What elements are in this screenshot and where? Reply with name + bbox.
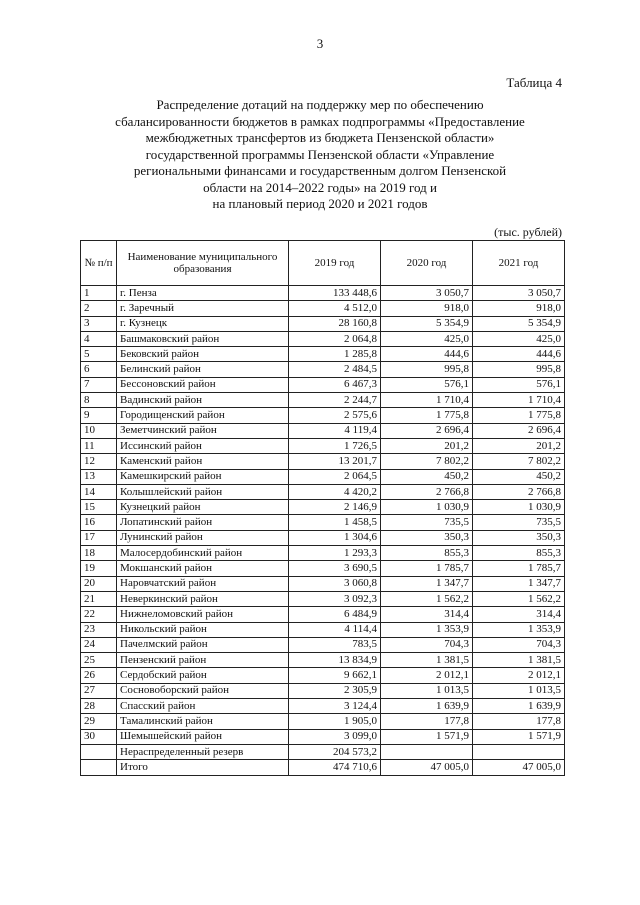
row-name: г. Кузнецк bbox=[117, 316, 289, 331]
table-row bbox=[81, 362, 565, 377]
row-value-2020: 995,8 bbox=[381, 362, 473, 377]
table-row bbox=[81, 286, 565, 301]
table-row bbox=[81, 438, 565, 453]
row-number: 7 bbox=[81, 377, 117, 392]
row-number: 4 bbox=[81, 331, 117, 346]
row-value-2020: 1 775,8 bbox=[381, 408, 473, 423]
row-value-2020: 1 571,9 bbox=[381, 729, 473, 744]
row-value-2019: 13 201,7 bbox=[289, 454, 381, 469]
row-name: Лунинский район bbox=[117, 530, 289, 545]
row-value-2019: 1 458,5 bbox=[289, 515, 381, 530]
table-row bbox=[81, 316, 565, 331]
row-number: 10 bbox=[81, 423, 117, 438]
row-value-2021: 735,5 bbox=[473, 515, 565, 530]
row-name: Камешкирский район bbox=[117, 469, 289, 484]
row-name: Нераспределенный резерв bbox=[117, 744, 289, 759]
table-row bbox=[81, 500, 565, 515]
row-number: 30 bbox=[81, 729, 117, 744]
header-num: № п/п bbox=[81, 241, 117, 286]
table-row bbox=[81, 377, 565, 392]
header-name: Наименование муниципального образования bbox=[117, 241, 289, 286]
row-value-2020: 1 785,7 bbox=[381, 561, 473, 576]
row-value-2021: 3 050,7 bbox=[473, 286, 565, 301]
row-value-2020: 425,0 bbox=[381, 331, 473, 346]
row-value-2020: 1 353,9 bbox=[381, 622, 473, 637]
table-row bbox=[81, 760, 565, 775]
row-number: 15 bbox=[81, 500, 117, 515]
row-name: Никольский район bbox=[117, 622, 289, 637]
row-number: 24 bbox=[81, 637, 117, 652]
row-name: Итого bbox=[117, 760, 289, 775]
table-row bbox=[81, 714, 565, 729]
row-value-2021: 5 354,9 bbox=[473, 316, 565, 331]
row-name: Спасский район bbox=[117, 699, 289, 714]
table-row bbox=[81, 301, 565, 316]
row-number: 20 bbox=[81, 576, 117, 591]
table-row bbox=[81, 469, 565, 484]
row-value-2019: 474 710,6 bbox=[289, 760, 381, 775]
units-note: (тыс. рублей) bbox=[494, 225, 562, 239]
row-name: Белинский район bbox=[117, 362, 289, 377]
row-value-2020: 444,6 bbox=[381, 347, 473, 362]
row-number: 16 bbox=[81, 515, 117, 530]
row-value-2019: 1 285,8 bbox=[289, 347, 381, 362]
row-value-2020: 735,5 bbox=[381, 515, 473, 530]
row-value-2021: 1 775,8 bbox=[473, 408, 565, 423]
row-number: 19 bbox=[81, 561, 117, 576]
row-value-2019: 4 512,0 bbox=[289, 301, 381, 316]
header-2019: 2019 год bbox=[289, 241, 381, 286]
row-value-2019: 4 114,4 bbox=[289, 622, 381, 637]
row-value-2020: 576,1 bbox=[381, 377, 473, 392]
row-name: Колышлейский район bbox=[117, 484, 289, 499]
row-value-2021: 450,2 bbox=[473, 469, 565, 484]
row-value-2021: 425,0 bbox=[473, 331, 565, 346]
title-line: области на 2014–2022 годы» на 2019 год и bbox=[203, 179, 437, 195]
row-value-2021: 2 012,1 bbox=[473, 668, 565, 683]
row-name: Городищенский район bbox=[117, 408, 289, 423]
row-value-2020: 177,8 bbox=[381, 714, 473, 729]
row-value-2019: 4 420,2 bbox=[289, 484, 381, 499]
row-name: Сердобский район bbox=[117, 668, 289, 683]
row-value-2020: 1 381,5 bbox=[381, 653, 473, 668]
row-value-2021: 995,8 bbox=[473, 362, 565, 377]
row-name: Кузнецкий район bbox=[117, 500, 289, 515]
table-row bbox=[81, 454, 565, 469]
row-value-2020: 450,2 bbox=[381, 469, 473, 484]
row-value-2019: 3 124,4 bbox=[289, 699, 381, 714]
row-value-2019: 2 244,7 bbox=[289, 393, 381, 408]
row-value-2021: 444,6 bbox=[473, 347, 565, 362]
table-header-row bbox=[81, 241, 565, 286]
row-value-2019: 6 467,3 bbox=[289, 377, 381, 392]
table-row bbox=[81, 347, 565, 362]
row-name: Земетчинский район bbox=[117, 423, 289, 438]
row-value-2021: 1 639,9 bbox=[473, 699, 565, 714]
row-name: г. Пенза bbox=[117, 286, 289, 301]
row-value-2020: 201,2 bbox=[381, 438, 473, 453]
row-number: 6 bbox=[81, 362, 117, 377]
row-value-2021: 1 571,9 bbox=[473, 729, 565, 744]
row-name: Лопатинский район bbox=[117, 515, 289, 530]
table-row bbox=[81, 515, 565, 530]
row-value-2019: 9 662,1 bbox=[289, 668, 381, 683]
row-value-2021: 918,0 bbox=[473, 301, 565, 316]
row-value-2021: 1 347,7 bbox=[473, 576, 565, 591]
title-line: региональными финансами и государственным долгом Пензенской bbox=[133, 163, 507, 178]
row-value-2021: 350,3 bbox=[473, 530, 565, 545]
table-row bbox=[81, 576, 565, 591]
header-2020: 2020 год bbox=[381, 241, 473, 286]
row-value-2020: 1 030,9 bbox=[381, 500, 473, 515]
row-value-2021: 1 381,5 bbox=[473, 653, 565, 668]
row-name: Бековский район bbox=[117, 347, 289, 362]
table-row bbox=[81, 607, 565, 622]
title-line: сбалансированности бюджетов в рамках подпрограммы «Предоставление bbox=[115, 113, 525, 129]
row-value-2020: 350,3 bbox=[381, 530, 473, 545]
row-value-2021: 1 710,4 bbox=[473, 393, 565, 408]
table-body bbox=[81, 286, 565, 776]
header-2021: 2021 год bbox=[473, 241, 565, 286]
row-value-2020 bbox=[381, 744, 473, 759]
row-value-2019: 2 146,9 bbox=[289, 500, 381, 515]
row-name: Тамалинский район bbox=[117, 714, 289, 729]
row-number: 5 bbox=[81, 347, 117, 362]
row-value-2020: 5 354,9 bbox=[381, 316, 473, 331]
row-value-2021: 704,3 bbox=[473, 637, 565, 652]
table-row bbox=[81, 484, 565, 499]
table-row bbox=[81, 744, 565, 759]
row-name: Пензенский район bbox=[117, 653, 289, 668]
row-value-2019: 133 448,6 bbox=[289, 286, 381, 301]
title-line: государственной программы Пензенской области «Управление bbox=[145, 146, 495, 162]
row-value-2020: 2 012,1 bbox=[381, 668, 473, 683]
table-row bbox=[81, 591, 565, 606]
title-line: Распределение дотаций на поддержку мер по обеспечению bbox=[156, 97, 484, 112]
table-row bbox=[81, 408, 565, 423]
row-value-2019: 2 484,5 bbox=[289, 362, 381, 377]
row-value-2021: 47 005,0 bbox=[473, 760, 565, 775]
row-value-2020: 704,3 bbox=[381, 637, 473, 652]
row-name: Малосердобинский район bbox=[117, 546, 289, 561]
row-value-2020: 1 639,9 bbox=[381, 699, 473, 714]
table-row bbox=[81, 546, 565, 561]
row-value-2020: 3 050,7 bbox=[381, 286, 473, 301]
row-number: 22 bbox=[81, 607, 117, 622]
table-row bbox=[81, 331, 565, 346]
row-value-2020: 918,0 bbox=[381, 301, 473, 316]
row-number: 21 bbox=[81, 591, 117, 606]
row-number: 1 bbox=[81, 286, 117, 301]
table-row bbox=[81, 530, 565, 545]
row-number: 25 bbox=[81, 653, 117, 668]
row-number: 3 bbox=[81, 316, 117, 331]
row-value-2021: 1 030,9 bbox=[473, 500, 565, 515]
row-value-2021: 1 785,7 bbox=[473, 561, 565, 576]
row-number bbox=[81, 744, 117, 759]
row-number: 13 bbox=[81, 469, 117, 484]
row-name: Неверкинский район bbox=[117, 591, 289, 606]
row-value-2019: 2 064,5 bbox=[289, 469, 381, 484]
table-row bbox=[81, 699, 565, 714]
row-name: Иссинский район bbox=[117, 438, 289, 453]
row-number: 27 bbox=[81, 683, 117, 698]
row-number: 26 bbox=[81, 668, 117, 683]
row-name: Каменский район bbox=[117, 454, 289, 469]
table-row bbox=[81, 683, 565, 698]
row-value-2020: 2 696,4 bbox=[381, 423, 473, 438]
row-value-2019: 783,5 bbox=[289, 637, 381, 652]
table-row bbox=[81, 637, 565, 652]
row-number: 18 bbox=[81, 546, 117, 561]
row-number: 14 bbox=[81, 484, 117, 499]
row-name: Наровчатский район bbox=[117, 576, 289, 591]
row-number: 8 bbox=[81, 393, 117, 408]
row-value-2021: 201,2 bbox=[473, 438, 565, 453]
row-value-2020: 47 005,0 bbox=[381, 760, 473, 775]
row-number: 11 bbox=[81, 438, 117, 453]
table-row bbox=[81, 561, 565, 576]
row-name: Шемышейский район bbox=[117, 729, 289, 744]
row-number: 23 bbox=[81, 622, 117, 637]
row-value-2020: 2 766,8 bbox=[381, 484, 473, 499]
row-value-2019: 13 834,9 bbox=[289, 653, 381, 668]
row-value-2020: 1 562,2 bbox=[381, 591, 473, 606]
dotation-table bbox=[80, 240, 565, 776]
row-value-2019: 2 064,8 bbox=[289, 331, 381, 346]
row-value-2019: 28 160,8 bbox=[289, 316, 381, 331]
row-value-2019: 2 305,9 bbox=[289, 683, 381, 698]
row-value-2019: 2 575,6 bbox=[289, 408, 381, 423]
row-name: Мокшанский район bbox=[117, 561, 289, 576]
row-number: 9 bbox=[81, 408, 117, 423]
page-number: 3 bbox=[316, 36, 324, 51]
row-number bbox=[81, 760, 117, 775]
row-name: Сосновоборский район bbox=[117, 683, 289, 698]
row-value-2021: 576,1 bbox=[473, 377, 565, 392]
row-value-2020: 7 802,2 bbox=[381, 454, 473, 469]
row-value-2021: 7 802,2 bbox=[473, 454, 565, 469]
row-name: Нижнеломовский район bbox=[117, 607, 289, 622]
row-value-2021: 1 562,2 bbox=[473, 591, 565, 606]
row-name: г. Заречный bbox=[117, 301, 289, 316]
row-value-2021: 314,4 bbox=[473, 607, 565, 622]
row-value-2021: 2 766,8 bbox=[473, 484, 565, 499]
row-value-2020: 1 013,5 bbox=[381, 683, 473, 698]
row-number: 17 bbox=[81, 530, 117, 545]
row-value-2019: 4 119,4 bbox=[289, 423, 381, 438]
title-line: межбюджетных трансфертов из бюджета Пензенской области» bbox=[145, 130, 495, 145]
row-number: 2 bbox=[81, 301, 117, 316]
table-row bbox=[81, 729, 565, 744]
row-value-2021: 2 696,4 bbox=[473, 423, 565, 438]
row-value-2021 bbox=[473, 744, 565, 759]
title-line: на плановый период 2020 и 2021 годов bbox=[212, 196, 428, 211]
row-value-2019: 1 293,3 bbox=[289, 546, 381, 561]
row-value-2019: 6 484,9 bbox=[289, 607, 381, 622]
row-value-2019: 3 060,8 bbox=[289, 576, 381, 591]
row-value-2021: 1 353,9 bbox=[473, 622, 565, 637]
row-value-2020: 1 347,7 bbox=[381, 576, 473, 591]
row-value-2021: 1 013,5 bbox=[473, 683, 565, 698]
row-value-2019: 3 099,0 bbox=[289, 729, 381, 744]
table-row bbox=[81, 393, 565, 408]
row-value-2019: 3 690,5 bbox=[289, 561, 381, 576]
table-row bbox=[81, 622, 565, 637]
row-value-2019: 3 092,3 bbox=[289, 591, 381, 606]
row-value-2019: 1 304,6 bbox=[289, 530, 381, 545]
row-name: Пачелмский район bbox=[117, 637, 289, 652]
row-name: Бессоновский район bbox=[117, 377, 289, 392]
table-row bbox=[81, 653, 565, 668]
row-value-2019: 1 726,5 bbox=[289, 438, 381, 453]
row-value-2020: 1 710,4 bbox=[381, 393, 473, 408]
row-name: Вадинский район bbox=[117, 393, 289, 408]
table-row bbox=[81, 668, 565, 683]
table-title bbox=[80, 97, 560, 213]
row-value-2021: 855,3 bbox=[473, 546, 565, 561]
row-name: Башмаковский район bbox=[117, 331, 289, 346]
row-value-2021: 177,8 bbox=[473, 714, 565, 729]
table-row bbox=[81, 423, 565, 438]
row-value-2020: 314,4 bbox=[381, 607, 473, 622]
row-value-2020: 855,3 bbox=[381, 546, 473, 561]
row-number: 12 bbox=[81, 454, 117, 469]
row-value-2019: 1 905,0 bbox=[289, 714, 381, 729]
table-label: Таблица 4 bbox=[506, 75, 562, 90]
row-number: 28 bbox=[81, 699, 117, 714]
row-value-2019: 204 573,2 bbox=[289, 744, 381, 759]
row-number: 29 bbox=[81, 714, 117, 729]
